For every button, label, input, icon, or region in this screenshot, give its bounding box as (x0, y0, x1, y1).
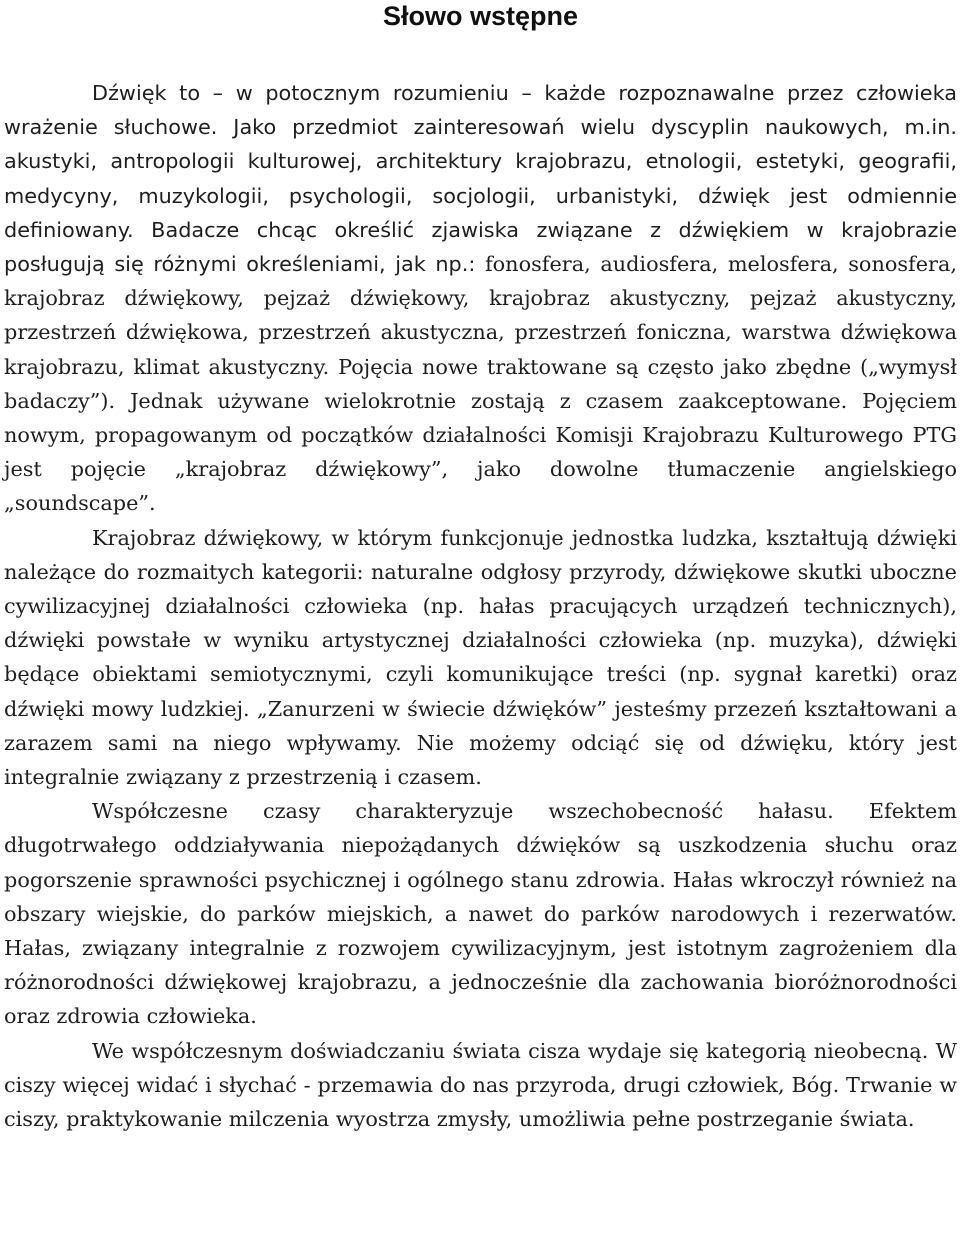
paragraph-1-run-2: fonosfera, audiosfera, melosfera, sonosfera, krajobraz dźwiękowy, pejzaż dźwiękowy, krajobraz akustyczny, pejzaż akustyczny, przestrzeń dźwiękowa, przestrzeń akustyczna, przestrzeń foniczna, warstwa dźwiękowa krajobrazu, klimat akustyczny. Pojęcia nowe traktowane są często jako zbędne („wymysł badaczy”). Jednak używane wielokrotnie zostają z czasem zaakceptowane. Pojęciem nowym, propagowanym od początków działalności Komisji Krajobrazu Kulturowego PTG jest pojęcie „krajobraz dźwiękowy”, jako dowolne tłumaczenie angielskiego „soundscape”. (4, 252, 957, 516)
page-title: Słowo wstępne (382, 1, 579, 31)
document-body (4, 76, 957, 1136)
paragraph-3-run-1: Współczesne czasy charakteryzuje wszechobecność hałasu. Efektem długotrwałego oddziaływania niepożądanych dźwięków są uszkodzenia słuchu oraz pogorszenie sprawności psychicznej i ogólnego stanu zdrowia. Hałas wkroczył również na obszary wiejskie, do parków miejskich, a nawet do parków narodowych i rezerwatów. Hałas, związany integralnie z rozwojem cywilizacyjnym, jest istotnym zagrożeniem dla różnorodności dźwiękowej krajobrazu, a jednocześnie dla zachowania bioróżnorodności oraz zdrowia człowieka. (4, 799, 957, 1029)
paragraph-2 (4, 521, 957, 795)
paragraph-1-run-1: Dźwięk to – w potocznym rozumieniu – każde rozpoznawalne przez człowieka wrażenie słuchowe. Jako przedmiot zainteresowań wielu dyscyplin naukowych, m.in. akustyki, antropologii kulturowej, architektury krajobrazu, etnologii, estetyki, geografii, medycyny, muzykologii, psychologii, socjologii, urbanistyki, dźwięk jest odmiennie definiowany. Badacze chcąc określić zjawiska związane z dźwiękiem w krajobrazie posługują się różnymi określeniami, jak np.: (4, 81, 957, 277)
paragraph-4-run-1: We współczesnym doświadczaniu świata cisza wydaje się kategorią nieobecną. W ciszy więcej widać i słychać - przemawia do nas przyroda, drugi człowiek, Bóg. Trwanie w ciszy, praktykowanie milczenia wyostrza zmysły, umożliwia pełne postrzeganie świata. (4, 1038, 957, 1132)
paragraph-4 (4, 1034, 957, 1137)
paragraph-2-run-1: Krajobraz dźwiękowy, w którym funkcjonuje jednostka ludzka, kształtują dźwięki należące do rozmaitych kategorii: naturalne odgłosy przyrody, dźwiękowe skutki uboczne cywilizacyjnej działalności człowieka (np. hałas pracujących urządzeń technicznych), dźwięki powstałe w wyniku artystycznej działalności człowieka (np. muzyka), dźwięki będące obiektami semiotycznymi, czyli komunikujące treści (np. sygnał karetki) oraz dźwięki mowy ludzkiej. „Zanurzeni w świecie dźwięków” jesteśmy przezeń kształtowani a zarazem sami na niego wpływamy. Nie możemy odciąć się od dźwięku, który jest integralnie związany z przestrzenią i czasem. (4, 525, 957, 790)
paragraph-3 (4, 794, 957, 1033)
paragraph-1 (4, 76, 957, 521)
